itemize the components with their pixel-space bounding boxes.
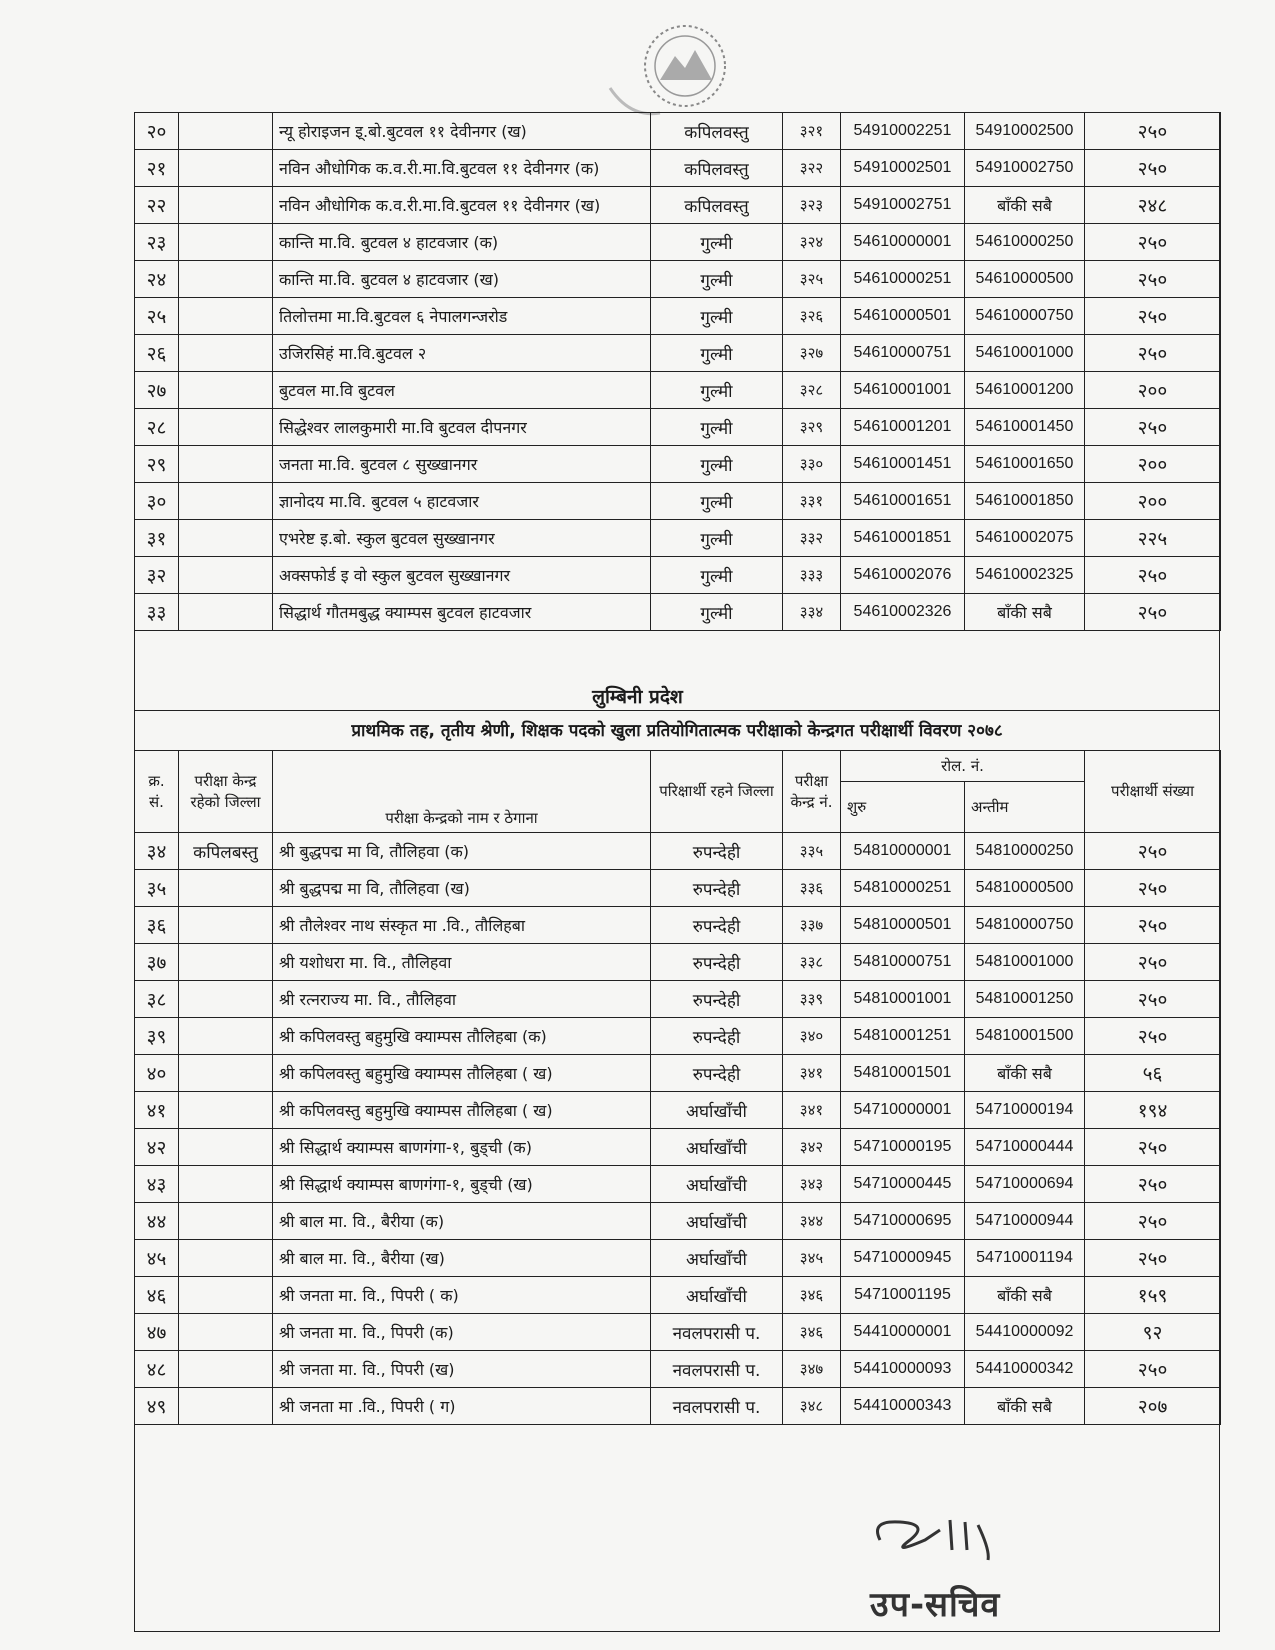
candidate-count: २२५	[1085, 520, 1221, 557]
serial-number: ३३	[135, 594, 179, 631]
center-district	[179, 870, 273, 907]
candidate-district: गुल्मी	[651, 335, 783, 372]
center-district	[179, 335, 273, 372]
roll-end: 54610002075	[965, 520, 1085, 557]
roll-end: 54810001250	[965, 981, 1085, 1018]
table-row	[135, 1092, 1221, 1129]
roll-start: 54610000251	[841, 261, 965, 298]
table-row	[135, 483, 1221, 520]
candidate-district: गुल्मी	[651, 298, 783, 335]
center-number: ३४७	[783, 1351, 841, 1388]
center-number: ३२७	[783, 335, 841, 372]
center-district	[179, 187, 273, 224]
center-district	[179, 224, 273, 261]
candidate-district: नवलपरासी प.	[651, 1388, 783, 1425]
table-row	[135, 833, 1221, 870]
center-district	[179, 1351, 273, 1388]
roll-start: 54610002326	[841, 594, 965, 631]
center-number: ३४४	[783, 1203, 841, 1240]
roll-end: 54610001650	[965, 446, 1085, 483]
table-row	[135, 409, 1221, 446]
table-row	[135, 981, 1221, 1018]
center-district	[179, 907, 273, 944]
roll-start: 54810000251	[841, 870, 965, 907]
candidate-district: रुपन्देही	[651, 907, 783, 944]
center-name: श्री सिद्धार्थ क्याम्पस बाणगंगा-१, बुड्ची (क)	[273, 1129, 651, 1166]
header-sn: क्र. सं.	[135, 751, 179, 833]
center-number: ३४३	[783, 1166, 841, 1203]
region-title: लुम्बिनी प्रदेश	[592, 686, 683, 708]
candidate-count: २५०	[1085, 981, 1221, 1018]
table-row	[135, 557, 1221, 594]
center-number: ३४८	[783, 1388, 841, 1425]
table-row	[135, 1018, 1221, 1055]
candidate-district: गुल्मी	[651, 594, 783, 631]
center-name: श्री बाल मा. वि., बैरीया (ख)	[273, 1240, 651, 1277]
table-subtitle: प्राथमिक तह, तृतीय श्रेणी, शिक्षक पदको खुला प्रतियोगितात्मक परीक्षाको केन्द्रगत परीक्षार्थी विवरण २०७८	[134, 710, 1220, 750]
center-name: श्री जनता मा. वि., पिपरी (ख)	[273, 1351, 651, 1388]
roll-start: 54610001651	[841, 483, 965, 520]
serial-number: ४८	[135, 1351, 179, 1388]
table-row	[135, 1314, 1221, 1351]
center-name: श्री सिद्धार्थ क्याम्पस बाणगंगा-१, बुड्ची (ख)	[273, 1166, 651, 1203]
header-center-district: परीक्षा केन्द्र रहेको जिल्ला	[179, 751, 273, 833]
center-number: ३३७	[783, 907, 841, 944]
center-name: श्री तौलेश्वर नाथ संस्कृत मा .वि., तौलिहबा	[273, 907, 651, 944]
center-number: ३३८	[783, 944, 841, 981]
roll-start: 54710000695	[841, 1203, 965, 1240]
candidate-district: गुल्मी	[651, 261, 783, 298]
roll-start: 54410000343	[841, 1388, 965, 1425]
center-name: तिलोत्तमा मा.वि.बुटवल ६ नेपालगन्जरोड	[273, 298, 651, 335]
roll-start: 54410000001	[841, 1314, 965, 1351]
serial-number: २७	[135, 372, 179, 409]
roll-start: 54710000445	[841, 1166, 965, 1203]
serial-number: २३	[135, 224, 179, 261]
center-name: श्री बाल मा. वि., बैरीया (क)	[273, 1203, 651, 1240]
roll-end: 54410000342	[965, 1351, 1085, 1388]
roll-start: 54810000751	[841, 944, 965, 981]
center-name: न्यू होराइजन इ्.बो.बुटवल ११ देवीनगर (ख)	[273, 113, 651, 150]
center-number: ३४०	[783, 1018, 841, 1055]
roll-end: बाँकी सबै	[965, 594, 1085, 631]
center-district	[179, 944, 273, 981]
table-row	[135, 944, 1221, 981]
roll-start: 54910002251	[841, 113, 965, 150]
center-name: श्री जनता मा .वि., पिपरी ( ग)	[273, 1388, 651, 1425]
center-number: ३४२	[783, 1129, 841, 1166]
candidate-count: २५०	[1085, 224, 1221, 261]
center-number: ३२४	[783, 224, 841, 261]
table-row	[135, 150, 1221, 187]
serial-number: २२	[135, 187, 179, 224]
candidate-district: रुपन्देही	[651, 833, 783, 870]
center-name: नविन औधोगिक क.व.री.मा.वि.बुटवल ११ देवीनगर (ख)	[273, 187, 651, 224]
center-name: सिद्धेश्वर लालकुमारी मा.वि बुटवल दीपनगर	[273, 409, 651, 446]
serial-number: ४०	[135, 1055, 179, 1092]
candidate-district: कपिलवस्तु	[651, 150, 783, 187]
center-name: उजिरसिहं मा.वि.बुटवल २	[273, 335, 651, 372]
candidate-district: अर्घाखाँची	[651, 1203, 783, 1240]
center-district	[179, 261, 273, 298]
roll-start: 54710000945	[841, 1240, 965, 1277]
serial-number: ४३	[135, 1166, 179, 1203]
roll-end: 54810001500	[965, 1018, 1085, 1055]
center-district	[179, 409, 273, 446]
candidate-count: २५०	[1085, 298, 1221, 335]
center-district	[179, 150, 273, 187]
serial-number: ४७	[135, 1314, 179, 1351]
center-district	[179, 1277, 273, 1314]
center-number: ३३९	[783, 981, 841, 1018]
serial-number: २५	[135, 298, 179, 335]
roll-end: 54910002750	[965, 150, 1085, 187]
candidate-district: गुल्मी	[651, 557, 783, 594]
candidate-district: रुपन्देही	[651, 1055, 783, 1092]
center-name: ज्ञानोदय मा.वि. बुटवल ५ हाटवजार	[273, 483, 651, 520]
candidate-count: २४८	[1085, 187, 1221, 224]
candidate-count: १९४	[1085, 1092, 1221, 1129]
center-number: ३२१	[783, 113, 841, 150]
center-number: ३४१	[783, 1055, 841, 1092]
roll-end: 54410000092	[965, 1314, 1085, 1351]
candidate-district: गुल्मी	[651, 224, 783, 261]
candidate-district: नवलपरासी प.	[651, 1351, 783, 1388]
serial-number: ३०	[135, 483, 179, 520]
center-name: श्री बुद्धपद्म मा वि, तौलिहवा (ख)	[273, 870, 651, 907]
candidate-count: २५०	[1085, 1166, 1221, 1203]
header-name: परीक्षा केन्द्रको नाम र ठेगाना	[273, 751, 651, 833]
center-number: ३२५	[783, 261, 841, 298]
candidate-count: २००	[1085, 372, 1221, 409]
table-row	[135, 1277, 1221, 1314]
table-row	[135, 224, 1221, 261]
roll-end: 54810000250	[965, 833, 1085, 870]
candidate-count: २००	[1085, 446, 1221, 483]
center-district	[179, 557, 273, 594]
table-row	[135, 1166, 1221, 1203]
candidate-district: गुल्मी	[651, 372, 783, 409]
serial-number: ३२	[135, 557, 179, 594]
roll-start: 54810000501	[841, 907, 965, 944]
center-name: श्री यशोधरा मा. वि., तौलिहवा	[273, 944, 651, 981]
candidate-count: २५०	[1085, 907, 1221, 944]
roll-end: 54810000500	[965, 870, 1085, 907]
candidate-district: अर्घाखाँची	[651, 1129, 783, 1166]
center-district	[179, 1240, 273, 1277]
roll-start: 54810001251	[841, 1018, 965, 1055]
candidate-district: रुपन्देही	[651, 981, 783, 1018]
serial-number: २०	[135, 113, 179, 150]
candidate-count: २५०	[1085, 1240, 1221, 1277]
roll-start: 54610002076	[841, 557, 965, 594]
candidate-district: रुपन्देही	[651, 1018, 783, 1055]
header-district: परिक्षार्थी रहने जिल्ला	[651, 751, 783, 833]
center-name: श्री जनता मा. वि., पिपरी ( क)	[273, 1277, 651, 1314]
center-district	[179, 1018, 273, 1055]
candidate-district: कपिलवस्तु	[651, 113, 783, 150]
candidate-district: रुपन्देही	[651, 870, 783, 907]
table-row	[135, 1388, 1221, 1425]
candidate-count: २५०	[1085, 1018, 1221, 1055]
center-number: ३२३	[783, 187, 841, 224]
center-district	[179, 1203, 273, 1240]
roll-end: बाँकी सबै	[965, 1055, 1085, 1092]
center-number: ३४५	[783, 1240, 841, 1277]
table-row	[135, 335, 1221, 372]
table-row	[135, 1129, 1221, 1166]
table-row	[135, 1351, 1221, 1388]
table-row	[135, 1203, 1221, 1240]
candidate-count: २०७	[1085, 1388, 1221, 1425]
roll-end: 54610001200	[965, 372, 1085, 409]
serial-number: २१	[135, 150, 179, 187]
table-row	[135, 187, 1221, 224]
center-number: ३२९	[783, 409, 841, 446]
candidate-count: २५०	[1085, 113, 1221, 150]
candidate-count: २५०	[1085, 409, 1221, 446]
candidate-district: अर्घाखाँची	[651, 1092, 783, 1129]
candidate-count: २५०	[1085, 944, 1221, 981]
roll-end: 54710000194	[965, 1092, 1085, 1129]
center-name: अक्सफोर्ड इ वो स्कुल बुटवल सुख्खानगर	[273, 557, 651, 594]
roll-start: 54910002501	[841, 150, 965, 187]
center-name: श्री कपिलवस्तु बहुमुखि क्याम्पस तौलिहबा ( ख)	[273, 1055, 651, 1092]
center-number: ३३३	[783, 557, 841, 594]
center-district	[179, 483, 273, 520]
center-number: ३२६	[783, 298, 841, 335]
serial-number: ४९	[135, 1388, 179, 1425]
candidate-count: २५०	[1085, 1203, 1221, 1240]
center-district	[179, 981, 273, 1018]
center-district	[179, 1388, 273, 1425]
center-number: ३४६	[783, 1277, 841, 1314]
candidate-count: ५६	[1085, 1055, 1221, 1092]
roll-start: 54610001201	[841, 409, 965, 446]
header-center-no: परीक्षा केन्द्र नं.	[783, 751, 841, 833]
center-number: ३३०	[783, 446, 841, 483]
center-district	[179, 1166, 273, 1203]
center-district	[179, 1055, 273, 1092]
roll-start: 54410000093	[841, 1351, 965, 1388]
table-row	[135, 1240, 1221, 1277]
center-name: कान्ति मा.वि. बुटवल ४ हाटवजार (क)	[273, 224, 651, 261]
table-row	[135, 907, 1221, 944]
roll-end: 54710001194	[965, 1240, 1085, 1277]
serial-number: ३८	[135, 981, 179, 1018]
candidate-district: गुल्मी	[651, 409, 783, 446]
center-name: श्री बुद्धपद्म मा वि, तौलिहवा (क)	[273, 833, 651, 870]
roll-end: 54610002325	[965, 557, 1085, 594]
center-district	[179, 594, 273, 631]
center-district: कपिलबस्तु	[179, 833, 273, 870]
serial-number: २८	[135, 409, 179, 446]
header-end: अन्तीम	[965, 782, 1085, 833]
candidate-district: अर्घाखाँची	[651, 1240, 783, 1277]
roll-end: बाँकी सबै	[965, 187, 1085, 224]
center-number: ३२८	[783, 372, 841, 409]
candidate-district: रुपन्देही	[651, 944, 783, 981]
center-name: जनता मा.वि. बुटवल ८ सुख्खानगर	[273, 446, 651, 483]
roll-start: 54610001001	[841, 372, 965, 409]
serial-number: ४६	[135, 1277, 179, 1314]
roll-end: 54610000750	[965, 298, 1085, 335]
roll-start: 54610000501	[841, 298, 965, 335]
center-name: एभरेष्ट इ.बो. स्कुल बुटवल सुख्खानगर	[273, 520, 651, 557]
table-row	[135, 870, 1221, 907]
roll-start: 54610000751	[841, 335, 965, 372]
candidate-count: २५०	[1085, 150, 1221, 187]
center-district	[179, 298, 273, 335]
header-count: परीक्षार्थी संख्या	[1085, 751, 1221, 833]
table-row	[135, 298, 1221, 335]
center-district	[179, 1129, 273, 1166]
candidate-count: ९२	[1085, 1314, 1221, 1351]
serial-number: २९	[135, 446, 179, 483]
serial-number: २६	[135, 335, 179, 372]
center-name: श्री कपिलवस्तु बहुमुखि क्याम्पस तौलिहबा (क)	[273, 1018, 651, 1055]
header-roll: रोल. नं.	[841, 751, 1085, 782]
center-district	[179, 1092, 273, 1129]
serial-number: ४४	[135, 1203, 179, 1240]
roll-start: 54910002751	[841, 187, 965, 224]
candidate-count: २००	[1085, 483, 1221, 520]
roll-end: बाँकी सबै	[965, 1277, 1085, 1314]
roll-end: 54610000500	[965, 261, 1085, 298]
candidate-count: २५०	[1085, 1351, 1221, 1388]
candidate-district: गुल्मी	[651, 483, 783, 520]
table-lower	[134, 750, 1221, 1425]
serial-number: ३९	[135, 1018, 179, 1055]
roll-end: 54710000444	[965, 1129, 1085, 1166]
center-number: ३३४	[783, 594, 841, 631]
serial-number: ४१	[135, 1092, 179, 1129]
center-number: ३४६	[783, 1314, 841, 1351]
serial-number: ३५	[135, 870, 179, 907]
candidate-count: २५०	[1085, 1129, 1221, 1166]
serial-number: ३७	[135, 944, 179, 981]
candidate-district: कपिलवस्तु	[651, 187, 783, 224]
center-number: ३२२	[783, 150, 841, 187]
header-start: शुरु	[841, 782, 965, 833]
candidate-count: २५०	[1085, 261, 1221, 298]
roll-end: 54810000750	[965, 907, 1085, 944]
center-number: ३३२	[783, 520, 841, 557]
center-name: नविन औधोगिक क.व.री.मा.वि.बुटवल ११ देवीनगर (क)	[273, 150, 651, 187]
roll-end: बाँकी सबै	[965, 1388, 1085, 1425]
roll-start: 54710001195	[841, 1277, 965, 1314]
center-number: ३३६	[783, 870, 841, 907]
center-name: कान्ति मा.वि. बुटवल ४ हाटवजार (ख)	[273, 261, 651, 298]
roll-start: 54810001501	[841, 1055, 965, 1092]
table-row	[135, 113, 1221, 150]
roll-start: 54610001851	[841, 520, 965, 557]
serial-number: ३६	[135, 907, 179, 944]
candidate-district: अर्घाखाँची	[651, 1166, 783, 1203]
center-name: श्री कपिलवस्तु बहुमुखि क्याम्पस तौलिहबा ( ख)	[273, 1092, 651, 1129]
table-row	[135, 1055, 1221, 1092]
candidate-district: गुल्मी	[651, 520, 783, 557]
candidate-district: अर्घाखाँची	[651, 1277, 783, 1314]
center-name: सिद्धार्थ गौतमबुद्ध क्याम्पस बुटवल हाटवजार	[273, 594, 651, 631]
center-district	[179, 446, 273, 483]
candidate-district: नवलपरासी प.	[651, 1314, 783, 1351]
candidate-count: २५०	[1085, 335, 1221, 372]
roll-end: 54610001850	[965, 483, 1085, 520]
table-upper	[134, 112, 1221, 631]
serial-number: ३४	[135, 833, 179, 870]
signatory-title: उप-सचिव	[870, 1585, 1001, 1625]
roll-end: 54910002500	[965, 113, 1085, 150]
roll-start: 54610001451	[841, 446, 965, 483]
center-district	[179, 372, 273, 409]
center-name: बुटवल मा.वि बुटवल	[273, 372, 651, 409]
serial-number: २४	[135, 261, 179, 298]
table-row	[135, 261, 1221, 298]
candidate-count: २५०	[1085, 870, 1221, 907]
roll-end: 54610000250	[965, 224, 1085, 261]
roll-end: 54710000694	[965, 1166, 1085, 1203]
roll-start: 54710000195	[841, 1129, 965, 1166]
center-district	[179, 113, 273, 150]
center-name: श्री जनता मा. वि., पिपरी (क)	[273, 1314, 651, 1351]
table-row	[135, 372, 1221, 409]
serial-number: ३१	[135, 520, 179, 557]
table-row	[135, 520, 1221, 557]
center-number: ३३५	[783, 833, 841, 870]
table-row	[135, 594, 1221, 631]
center-number: ३३१	[783, 483, 841, 520]
center-district	[179, 520, 273, 557]
serial-number: ४५	[135, 1240, 179, 1277]
roll-start: 54610000001	[841, 224, 965, 261]
roll-end: 54710000944	[965, 1203, 1085, 1240]
center-number: ३४१	[783, 1092, 841, 1129]
roll-end: 54810001000	[965, 944, 1085, 981]
candidate-count: २५०	[1085, 594, 1221, 631]
candidate-count: २५०	[1085, 557, 1221, 594]
roll-start: 54710000001	[841, 1092, 965, 1129]
candidate-count: १५९	[1085, 1277, 1221, 1314]
center-district	[179, 1314, 273, 1351]
roll-start: 54810000001	[841, 833, 965, 870]
candidate-count: २५०	[1085, 833, 1221, 870]
serial-number: ४२	[135, 1129, 179, 1166]
roll-end: 54610001000	[965, 335, 1085, 372]
candidate-district: गुल्मी	[651, 446, 783, 483]
table-row	[135, 446, 1221, 483]
center-name: श्री रत्नराज्य मा. वि., तौलिहवा	[273, 981, 651, 1018]
roll-start: 54810001001	[841, 981, 965, 1018]
roll-end: 54610001450	[965, 409, 1085, 446]
